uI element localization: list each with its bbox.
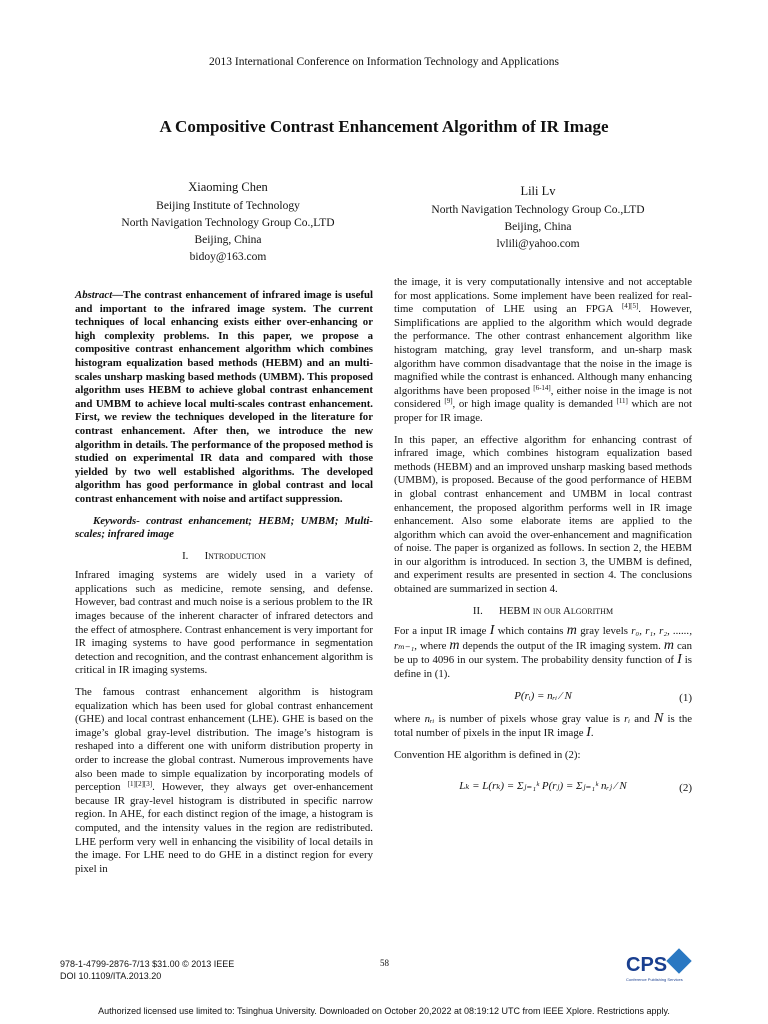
equation-2: Lₖ = L(rₖ) = Σⱼ₌₁ᵏ P(rⱼ) = Σⱼ₌₁ᵏ nᵣⱼ ⁄ N (2) bbox=[459, 780, 692, 795]
keywords: Keywords- contrast enhancement; HEBM; UMBM; Multi-scales; infrared image bbox=[75, 514, 373, 541]
hebm-paragraph-2: where nᵣᵢ is number of pixels whose gray value is rᵢ and N is the total number of pixels in the input IR image I. bbox=[394, 710, 693, 741]
hebm-paragraph-3: Convention HE algorithm is defined in (2): bbox=[394, 748, 581, 761]
author-block-1 bbox=[70, 179, 386, 266]
left-column bbox=[75, 289, 373, 884]
author-email: bidoy@163.com bbox=[189, 251, 267, 263]
abstract-text: —The contrast enhancement of infrared image is useful and important to the infrared image system. The current techniques of local enhancing exists either over-enhancing or high complexity problems. In this paper, we propose a compositive contrast enhancement algorithm which combines histogram equalization based methods (HEBM) and an multi-scales unsharp masking based methods (UMBM). This proposed algorithm uses HEBM to achieve global contrast enhancement and UMBM to achieve local multi-scales contrast enhancement. First, we review the techniques developed in the literature for contrast enhancement. After then, we introduce the new algorithm in details. The performance of the proposed method is studied on experimental IR data and compared with those yielded by two well established algorithms. The developed algorithm has good performance in global contrast and local contrast enhancement with noise and artifact suppression. bbox=[75, 289, 373, 505]
abstract bbox=[75, 289, 373, 507]
logo-diamond-icon bbox=[666, 948, 691, 973]
citation: [11] bbox=[616, 397, 628, 406]
intro-paragraph-4: In this paper, an effective algorithm for enhancing contrast of infrared image, which combines histogram equalization based methods (HEBM) and an improved unsharp masking based methods (UMBM), is proposed. Because of the good performance of HEBM in global contrast enhancement and UMBM in local contrast enhancement, the proposed algorithm performs well in IR image enhancement. Also some elaborate items are applied to the algorithm which can avoid the over-enhancement and magnification of noise. The paper is organized as follows. In section 2, the HEBM in our algorithm is introduced. In section 3, the UMBM is defined, and experiment results are presented in section 4. The conclusions obtained are summarized in section 4. bbox=[394, 433, 692, 596]
symbol-m: m bbox=[449, 637, 460, 653]
citation: [1][2][3] bbox=[127, 780, 153, 789]
logo-subtext: Conference Publishing Services bbox=[626, 977, 683, 982]
citation: [4][5] bbox=[621, 302, 639, 311]
equation-number: (1) bbox=[679, 691, 692, 704]
symbol-m: m bbox=[663, 637, 674, 653]
author-city: Beijing, China bbox=[504, 221, 572, 233]
gray-level-sequence: r₀, r₁, r₂, ......, rₘ₋₁ bbox=[394, 625, 693, 652]
paper-title: A Compositive Contrast Enhancement Algorithm of IR Image bbox=[159, 117, 609, 136]
symbol-I: I bbox=[677, 652, 682, 668]
conference-header: 2013 International Conference on Information Technology and Applications bbox=[209, 56, 559, 68]
equation-1: P(rᵢ) = nᵣᵢ ⁄ N (1) bbox=[514, 689, 692, 704]
author-affiliation: North Navigation Technology Group Co.,LTD bbox=[431, 204, 645, 216]
intro-paragraph-1: Infrared imaging systems are widely used in a variety of applications such as medicine, remote sensing, and defense. However, bad contrast and much noise is a serious problem to the IR images because of the inherent character of infrared detectors and the effect of atmosphere. Contrast enhancement is very important for IR imaging systems to have good performance in segmentation detection and recognition, and the contrast enhancement algorithm is critical in IR imaging systems. bbox=[75, 569, 373, 677]
section-heading-2: II. HEBM in our Algorithm bbox=[472, 604, 614, 617]
page-number: 58 bbox=[380, 958, 389, 968]
symbol-I: I bbox=[489, 623, 495, 639]
abstract-label: Abstract bbox=[75, 289, 113, 301]
author-block-2 bbox=[380, 183, 696, 253]
footer-copyright bbox=[60, 958, 234, 982]
logo-text: CPS bbox=[626, 954, 668, 976]
equation-number: (2) bbox=[679, 782, 692, 795]
citation: [6-14] bbox=[533, 383, 551, 392]
intro-paragraph-2: The famous contrast enhancement algorithm is histogram equalization which has been used for global contrast enhancement (GHE) and local contrast enhancement (LHE). GHE is based on the image’s global gray-level distribution. The image’s histogram is reshaped into a different one with uniform distribution property in order to increase the global contrast. Numerous improvements have also been made to simple equalization by incorporating models of perception [1][2][3]. However, they always get over-enhancement because IR gray-level histogram is distributed in specific narrow region. In AHE, for each distinct region of the image, a histogram is computed, and the intensity values in the region are redistributed. LHE perform very well in enhancing the visibility of local details in the image. For LHE need to do GHE in a distinct region for every pixel in bbox=[75, 686, 374, 875]
author-name: Lili Lv bbox=[520, 184, 556, 198]
right-column bbox=[394, 276, 692, 820]
author-affiliation: Beijing Institute of Technology bbox=[156, 200, 300, 212]
footer-isbn: 978-1-4799-2876-7/13 $31.00 © 2013 IEEE bbox=[60, 959, 235, 969]
author-affiliation: North Navigation Technology Group Co.,LTD bbox=[121, 217, 335, 229]
symbol-I: I bbox=[586, 725, 591, 741]
author-name: Xiaoming Chen bbox=[188, 180, 268, 194]
author-city: Beijing, China bbox=[194, 234, 262, 246]
section-heading-1: I. Introduction bbox=[182, 549, 266, 562]
citation: [9] bbox=[444, 397, 453, 406]
hebm-paragraph-1: For a input IR image I which contains m gray levels r₀, r₁, r₂, ......, rₘ₋₁, where m depends the output of the IR imaging system. m can be up to 4096 in our system. The probability density function of I is define in (1). bbox=[394, 623, 693, 681]
footer-doi: DOI 10.1109/ITA.2013.20 bbox=[60, 971, 162, 981]
intro-paragraph-3: the image, it is very computationally intensive and not acceptable for most applications. Some implement have been realized for real-time computation of LHE using an FPGA [4][5]. However, Simplifications are applied to the algorithm which would degrade the performance. The other contrast enhancement algorithm like histogram matching, gray level transform, and un-sharp mask algorithm have common disadvantage that the noise in the image is magnified while the contrast is enhanced. Although many enhancing algorithms have been proposed [6-14], either noise in the image is not considered [9], or high image quality is demanded [11] which are not proper for IR image. bbox=[394, 276, 693, 424]
cps-logo bbox=[624, 948, 694, 988]
author-email: lvlili@yahoo.com bbox=[496, 238, 580, 250]
authorized-use-notice: Authorized licensed use limited to: Tsinghua University. Downloaded on October 20,2022 at 08:19:12 UTC from IEEE Xplore. Restrictions apply. bbox=[98, 1006, 670, 1016]
symbol-m: m bbox=[566, 623, 577, 639]
